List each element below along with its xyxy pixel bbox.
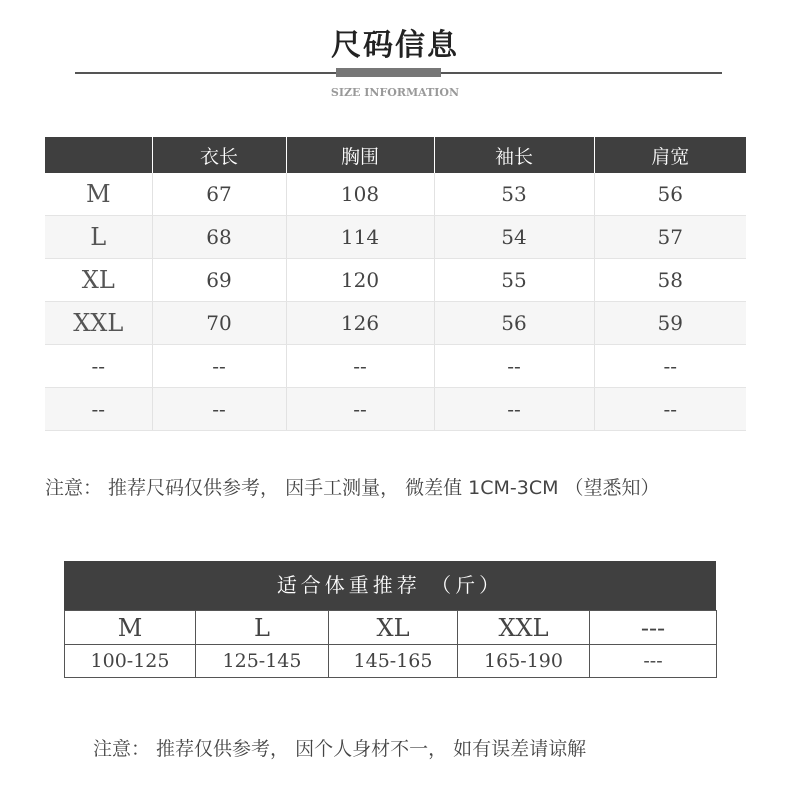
weight-size-cell: XL [329,611,458,645]
page-subtitle: SIZE INFORMATION [330,86,460,99]
table-cell: 68 [152,216,286,259]
table-cell: -- [286,345,434,388]
table-row [45,388,746,431]
table-row [45,302,746,345]
table-row [45,216,746,259]
table-cell: 126 [286,302,434,345]
table-cell: 114 [286,216,434,259]
weight-range-cell: 100-125 [65,645,196,678]
weight-range-cell: 125-145 [196,645,329,678]
weight-range-row [65,645,717,678]
size-label: XL [45,259,152,302]
weight-size-cell: XXL [458,611,590,645]
size-table-header-chest: 胸围 [286,137,434,173]
size-label: -- [45,388,152,431]
size-label: L [45,216,152,259]
table-cell: -- [152,345,286,388]
table-cell: -- [434,345,594,388]
table-cell: -- [286,388,434,431]
table-cell: 58 [594,259,746,302]
size-label: -- [45,345,152,388]
size-label: XXL [45,302,152,345]
size-table-header-shoulder: 肩宽 [594,137,746,173]
weight-note: 注意： 推荐仅供参考， 因个人身材不一， 如有误差请谅解 [93,738,587,760]
table-cell: -- [594,345,746,388]
table-cell: 69 [152,259,286,302]
table-row [45,345,746,388]
table-cell: 67 [152,173,286,216]
page-title: 尺码信息 [331,28,459,63]
table-cell: -- [594,388,746,431]
size-table-header-row [45,137,746,173]
weight-range-cell: --- [590,645,717,678]
table-row [45,173,746,216]
table-row [45,259,746,302]
table-cell: -- [152,388,286,431]
weight-size-row [65,611,717,645]
weight-size-cell: L [196,611,329,645]
size-label: M [45,173,152,216]
weight-range-cell: 165-190 [458,645,590,678]
table-cell: 54 [434,216,594,259]
size-table-header-sleeve: 袖长 [434,137,594,173]
table-cell: 53 [434,173,594,216]
size-table-header-corner [45,137,152,173]
size-table [45,137,746,431]
weight-table-title: 适合体重推荐 （斤） [64,561,716,610]
table-cell: 56 [434,302,594,345]
weight-size-cell: --- [590,611,717,645]
table-cell: 108 [286,173,434,216]
table-cell: -- [434,388,594,431]
table-cell: 70 [152,302,286,345]
weight-size-cell: M [65,611,196,645]
measurement-note: 注意： 推荐尺码仅供参考， 因手工测量， 微差值 1CM-3CM （望悉知） [45,477,660,499]
title-accent-bar [336,68,441,77]
weight-table [64,610,717,678]
table-cell: 55 [434,259,594,302]
table-cell: 57 [594,216,746,259]
table-cell: 59 [594,302,746,345]
weight-range-cell: 145-165 [329,645,458,678]
size-table-header-length: 衣长 [152,137,286,173]
table-cell: 56 [594,173,746,216]
table-cell: 120 [286,259,434,302]
